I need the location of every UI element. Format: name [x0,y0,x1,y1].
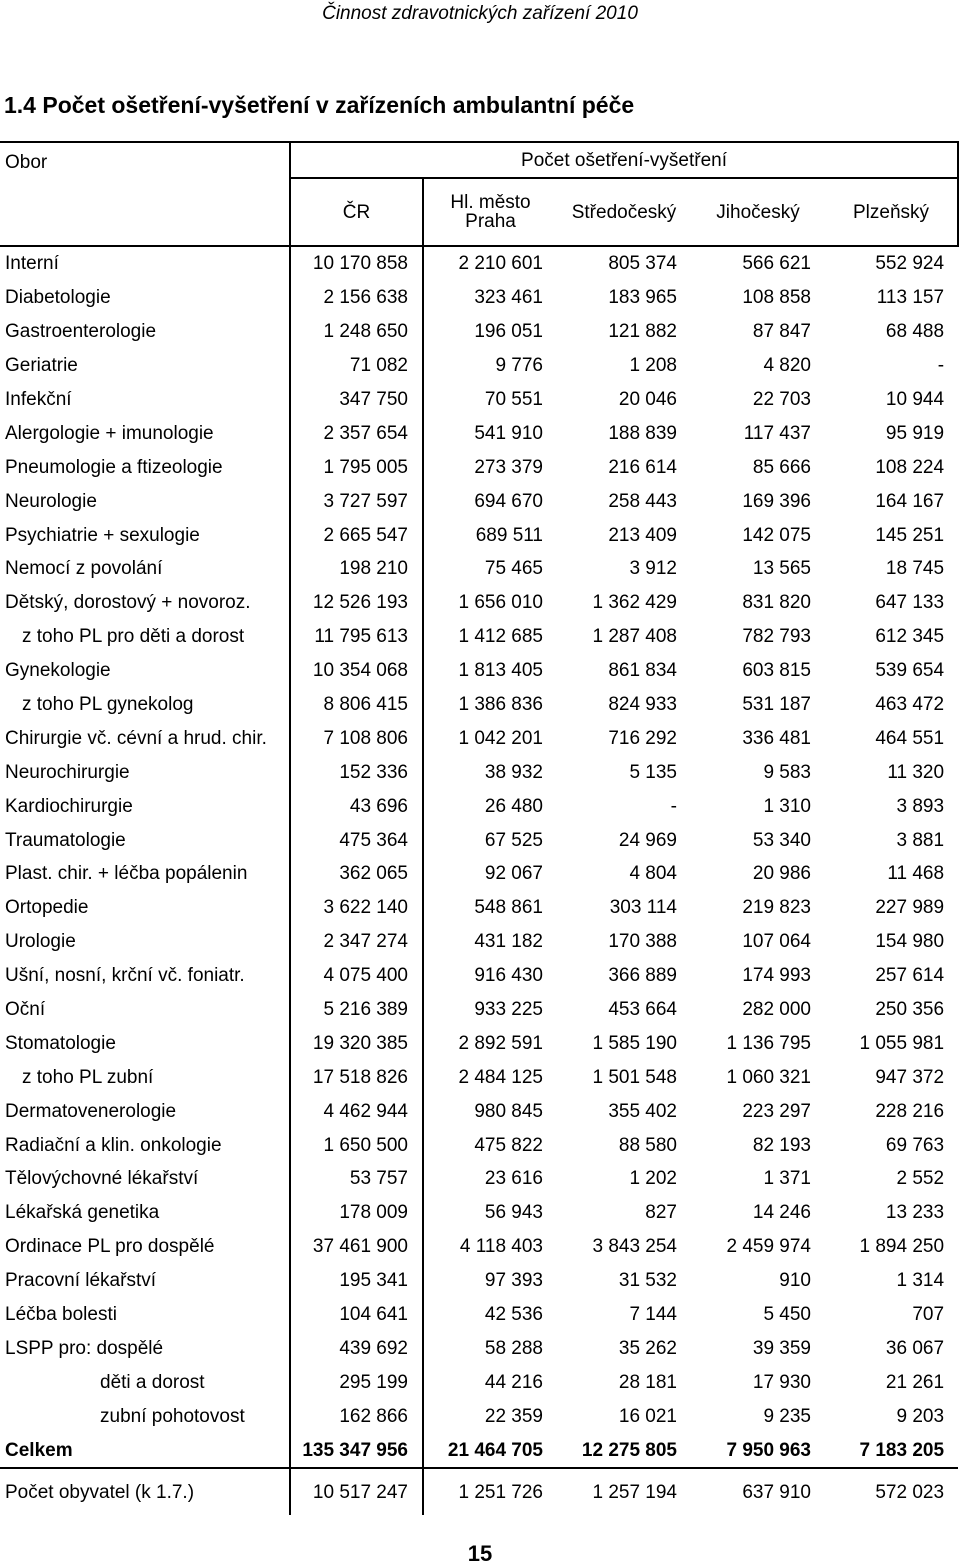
cell-value: 10 170 858 [290,246,423,281]
row-label: Neurochirurgie [5,761,130,783]
table-row [0,315,958,349]
row-label: Chirurgie vč. cévní a hrud. chir. [5,727,267,749]
cell-value: 13 565 [752,558,811,580]
cell-value: 9 776 [423,349,557,383]
cell-value: 21 261 [885,1371,945,1393]
row-label: Alergologie + imunologie [5,422,214,444]
cell-value: 2 210 601 [423,246,557,281]
cell-value: 1 208 [629,355,677,377]
cell-value: 861 834 [608,660,677,682]
cell-value: 87 847 [752,321,811,343]
table-row [0,620,958,654]
cell-value: 13 233 [885,1202,945,1224]
table-row [0,1026,958,1060]
cell-value: 154 980 [875,931,945,953]
cell-value: 910 [779,1270,811,1292]
table-row [0,823,958,857]
header-group: Počet ošetření-vyšetření [290,142,958,178]
cell-value: 2 552 [896,1168,945,1190]
cell-value: 170 388 [608,931,677,953]
row-label: zubní pohotovost [100,1405,245,1427]
row-label: Diabetologie [5,287,111,309]
header-obor: Obor [0,142,290,246]
row-label: Neurologie [5,490,97,512]
cell-value: 174 993 [742,965,811,987]
row-label: Tělovýchovné lékařství [5,1168,199,1190]
cell-value: 347 750 [290,383,423,417]
table-row [0,383,958,417]
table-row [0,1230,958,1264]
row-label: Plast. chir. + léčba popálenin [5,863,248,885]
cell-value: 11 320 [887,761,945,783]
cell-value: 142 075 [742,524,811,546]
cell-value: 4 820 [763,355,811,377]
row-label: z toho PL gynekolog [22,694,194,716]
table-row [0,416,958,450]
cell-value: 22 359 [423,1399,557,1433]
cell-value: 2 484 125 [423,1060,557,1094]
cell-value: 28 181 [618,1371,677,1393]
cell-value: 336 481 [742,727,811,749]
cell-value: 178 009 [290,1196,423,1230]
row-label: Dětský, dorostový + novoroz. [5,592,251,614]
cell-value: 1 055 981 [859,1032,945,1054]
cell-value: 7 108 806 [290,721,423,755]
col-header-jihocesky: Jihočeský [691,178,825,246]
table-row [0,1332,958,1366]
row-label: Infekční [5,389,72,410]
cell-value: 3 727 597 [290,484,423,518]
cell-value: 273 379 [423,450,557,484]
row-label: Pracovní lékařství [5,1270,156,1292]
cell-value: 258 443 [608,490,677,512]
cell-value: 20 986 [752,863,811,885]
cell-value: 20 046 [618,389,677,410]
table-row [0,925,958,959]
table-row [0,755,958,789]
table-row [0,281,958,315]
cell-value: 26 480 [423,789,557,823]
cell-value: 1 257 194 [592,1481,677,1503]
cell-value: 303 114 [609,897,677,919]
table-row [0,450,958,484]
row-label: z toho PL zubní [22,1066,154,1088]
total-row [0,1433,958,1468]
table-row [0,1162,958,1196]
row-label: Ušní, nosní, krční vč. foniatr. [5,965,245,987]
cell-value: 4 118 403 [423,1230,557,1264]
cell-value: 539 654 [875,660,945,682]
cell-value: 53 757 [290,1162,423,1196]
cell-value: 4 462 944 [290,1094,423,1128]
table-row [0,1399,958,1433]
page-number: 15 [467,1541,493,1566]
cell-value: 2 459 974 [726,1236,811,1258]
cell-value: 3 912 [629,558,677,580]
cell-value: 2 892 591 [423,1026,557,1060]
cell-value: 295 199 [290,1365,423,1399]
cell-value: 831 820 [742,592,811,614]
cell-value: 475 364 [290,823,423,857]
cell-value: 716 292 [608,727,677,749]
cell-value: 1 314 [896,1270,945,1292]
cell-value: 1 371 [763,1168,811,1190]
table-row [0,1264,958,1298]
cell-value: 355 402 [608,1100,677,1122]
cell-value: 362 065 [290,857,423,891]
cell-value: 933 225 [423,993,557,1027]
cell-value: 9 583 [763,761,811,783]
cell-value: 12 526 193 [290,586,423,620]
table-row [0,1298,958,1332]
cell-value: 1 362 429 [592,592,677,614]
row-label: Traumatologie [5,829,126,851]
row-label: Geriatrie [5,355,78,377]
cell-value: 58 288 [423,1332,557,1366]
cell-value: 117 437 [743,422,811,444]
cell-value: 7 144 [629,1304,677,1326]
table-row [0,688,958,722]
cell-value: 14 246 [752,1202,811,1224]
cell-value: 282 000 [742,999,811,1021]
cell-value: 1 894 250 [859,1236,945,1258]
cell-value: 67 525 [423,823,557,857]
cell-value: 1 585 190 [592,1032,677,1054]
table-row [0,1365,958,1399]
cell-value: 10 354 068 [290,654,423,688]
cell-value: 824 933 [608,694,677,716]
cell-value: 1 813 405 [423,654,557,688]
cell-value: 56 943 [423,1196,557,1230]
cell-value: 88 580 [618,1134,677,1156]
cell-value: 44 216 [423,1365,557,1399]
cell-value: 323 461 [423,281,557,315]
row-label: Urologie [5,931,76,953]
cell-value: 162 866 [290,1399,423,1433]
row-label: Ordinace PL pro dospělé [5,1236,215,1258]
cell-value: 195 341 [290,1264,423,1298]
cell-value: 2 357 654 [290,416,423,450]
row-label: Kardiochirurgie [5,795,133,817]
cell-value: 1 202 [629,1168,677,1190]
table-row [0,993,958,1027]
cell-value: 121 882 [608,321,677,343]
cell-value: 1 042 201 [423,721,557,755]
cell-value: 947 372 [875,1066,945,1088]
cell-value: 38 932 [423,755,557,789]
cell-value: 198 210 [290,552,423,586]
table-row [0,349,958,383]
cell-value: 36 067 [885,1337,945,1359]
table-row [0,246,958,281]
cell-value: 42 536 [423,1298,557,1332]
table-row [0,1094,958,1128]
cell-value: 227 989 [875,897,945,919]
row-label: z toho PL pro děti a dorost [22,626,245,648]
cell-value: 3 622 140 [290,891,423,925]
cell-value: 694 670 [423,484,557,518]
cell-value: 2 665 547 [290,518,423,552]
cell-value: 3 881 [896,829,945,851]
cell-value: 782 793 [742,626,811,648]
running-header: Činnost zdravotnických zařízení 2010 [322,3,638,24]
cell-value: 1 656 010 [423,586,557,620]
row-label: Interní [5,253,59,275]
cell-value: 21 464 705 [423,1433,557,1468]
cell-value: 196 051 [423,315,557,349]
cell-value: 9 203 [896,1405,945,1427]
table-row [0,1128,958,1162]
cell-value: 2 347 274 [290,925,423,959]
cell-value: 95 919 [885,422,945,444]
cell-value: 3 893 [896,795,945,817]
section-title: 1.4 Počet ošetření-vyšetření v zařízeních ambulantní péče [4,92,635,118]
cell-value: 612 345 [875,626,945,648]
cell-value: 4 075 400 [290,959,423,993]
cell-value: 1 310 [763,795,811,817]
cell-value: 75 465 [423,552,557,586]
table-row [0,721,958,755]
cell-value: 113 157 [876,287,945,309]
cell-value: 464 551 [875,727,945,749]
row-label: Gastroenterologie [5,321,157,343]
cell-value: 637 910 [742,1481,811,1503]
cell-value: 8 806 415 [290,688,423,722]
cell-value: 12 275 805 [557,1433,691,1468]
table-row [0,959,958,993]
cell-value: 548 861 [423,891,557,925]
cell-value: 24 969 [618,829,677,851]
cell-value: 11 468 [887,863,945,885]
cell-value: 475 822 [423,1128,557,1162]
cell-value: 572 023 [875,1481,945,1503]
row-label: Radiační a klin. onkologie [5,1134,222,1156]
cell-value: 22 703 [752,389,811,410]
cell-value: 108 224 [875,456,945,478]
cell-value: 188 839 [608,422,677,444]
cell-value: 223 297 [742,1100,811,1122]
col-header-stredocesky: Středočeský [557,178,691,246]
cell-value: 827 [645,1202,677,1224]
cell-value: 169 396 [742,490,811,512]
cell-value: 689 511 [423,518,557,552]
cell-value: 43 696 [290,789,423,823]
cell-value: 5 450 [763,1304,811,1326]
row-label: děti a dorost [100,1371,205,1393]
cell-value: 92 067 [423,857,557,891]
row-label: Gynekologie [5,660,111,682]
table-row [0,1060,958,1094]
cell-value: 1 795 005 [290,450,423,484]
cell-value: 164 167 [875,490,945,512]
cell-value: 531 187 [742,694,811,716]
cell-value: 1 248 650 [290,315,423,349]
row-label: Lékařská genetika [5,1202,160,1224]
cell-value: 104 641 [290,1298,423,1332]
cell-value: 82 193 [752,1134,811,1156]
table-row [0,654,958,688]
cell-value: 145 251 [875,524,945,546]
cell-value: 17 518 826 [290,1060,423,1094]
cell-value: 17 930 [752,1371,811,1393]
cell-value: 10 944 [885,389,945,410]
cell-value: 1 501 548 [592,1066,677,1088]
cell-value: 431 182 [423,925,557,959]
cell-value: 219 823 [742,897,811,919]
row-label: Počet obyvatel (k 1.7.) [5,1481,195,1503]
cell-value: 9 235 [763,1405,811,1427]
cell-value: 37 461 900 [290,1230,423,1264]
cell-value: 16 021 [618,1405,677,1427]
cell-value: 69 763 [885,1134,945,1156]
cell-value: 10 517 247 [290,1468,423,1515]
cell-value: 603 815 [742,660,811,682]
cell-value: 250 356 [875,999,945,1021]
table-row [0,1196,958,1230]
cell-value: 152 336 [290,755,423,789]
cell-value: 228 216 [875,1100,945,1122]
cell-value: 1 136 795 [726,1032,811,1054]
row-label: Pneumologie a ftizeologie [5,456,223,478]
table-row [0,857,958,891]
cell-value: 108 858 [742,287,811,309]
row-label: Dermatovenerologie [5,1100,177,1122]
table-row [0,518,958,552]
row-label: Oční [5,999,46,1021]
cell-value: 19 320 385 [290,1026,423,1060]
cell-value: 18 745 [885,558,945,580]
cell-value: 541 910 [423,416,557,450]
cell-value: 3 843 254 [592,1236,677,1258]
table-row [0,789,958,823]
table-row [0,586,958,620]
cell-value: 5 135 [629,761,677,783]
cell-value: 23 616 [423,1162,557,1196]
cell-value: 453 664 [608,999,677,1021]
data-table [0,141,959,1515]
table-row [0,484,958,518]
cell-value: 68 488 [885,321,945,343]
cell-value: 257 614 [875,965,945,987]
cell-value: 216 614 [608,456,677,478]
row-label: Léčba bolesti [5,1304,117,1326]
cell-value: 39 359 [752,1337,811,1359]
cell-value: 1 412 685 [423,620,557,654]
cell-value: 107 064 [742,931,811,953]
cell-value: 439 692 [290,1332,423,1366]
cell-value: 552 924 [875,253,945,275]
cell-value: 1 060 321 [726,1066,811,1088]
row-label: Psychiatrie + sexulogie [5,524,200,546]
cell-value: 5 216 389 [290,993,423,1027]
cell-value: 1 251 726 [423,1468,557,1515]
col-header-praha: Hl. město Praha [423,178,557,246]
cell-value: 1 287 408 [592,626,677,648]
population-row [0,1468,958,1515]
cell-value: 647 133 [875,592,945,614]
cell-value: 213 409 [608,524,677,546]
cell-value: 135 347 956 [290,1433,423,1468]
cell-value: 366 889 [608,965,677,987]
cell-value: 805 374 [608,253,677,275]
cell-value: 70 551 [423,383,557,417]
cell-value: 7 183 205 [825,1433,958,1468]
row-label: LSPP pro: dospělé [5,1337,164,1359]
row-label: Celkem [0,1433,290,1468]
cell-value: 2 156 638 [290,281,423,315]
cell-value: 980 845 [423,1094,557,1128]
row-label: Nemocí z povolání [5,558,163,580]
cell-value: 71 082 [290,349,423,383]
cell-value: 31 532 [618,1270,677,1292]
cell-value: - [670,795,677,817]
cell-value: 53 340 [752,829,811,851]
cell-value: 4 804 [629,863,677,885]
cell-value: 463 472 [875,694,945,716]
col-header-plzensky: Plzeňský [825,178,958,246]
col-header-cr: ČR [290,178,423,246]
cell-value: 183 965 [608,287,677,309]
cell-value: 916 430 [423,959,557,993]
cell-value: 85 666 [752,456,811,478]
row-label: Ortopedie [5,897,89,919]
table-row [0,552,958,586]
table-row [0,891,958,925]
cell-value: 1 386 836 [423,688,557,722]
row-label: Stomatologie [5,1032,116,1054]
cell-value: 7 950 963 [691,1433,825,1468]
cell-value: 566 621 [742,253,811,275]
cell-value: 11 795 613 [290,620,423,654]
cell-value: 35 262 [618,1337,677,1359]
cell-value: 1 650 500 [290,1128,423,1162]
cell-value: 707 [912,1304,945,1326]
cell-value: - [937,355,945,377]
cell-value: 97 393 [423,1264,557,1298]
